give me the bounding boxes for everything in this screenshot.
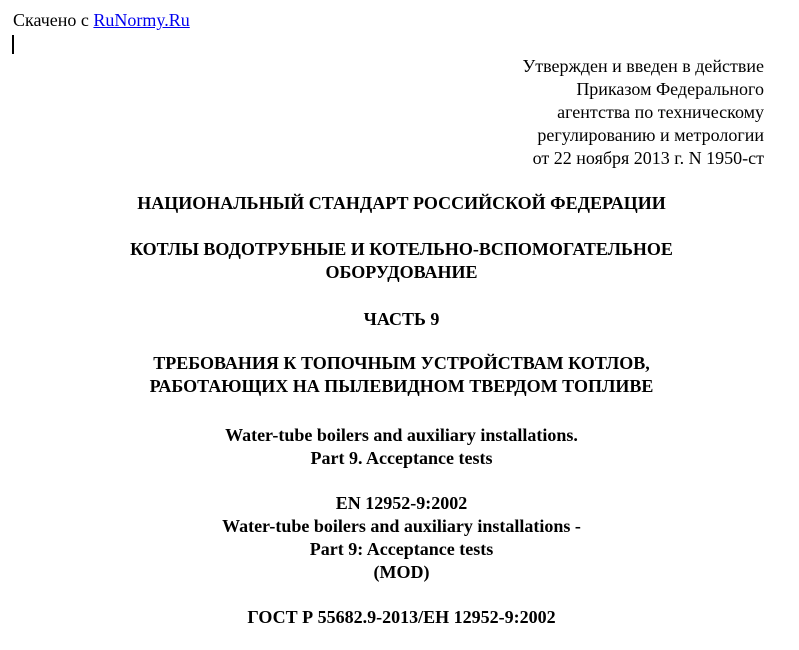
en-reference-line: (MOD) xyxy=(373,562,430,582)
approval-block xyxy=(522,55,764,170)
part-number: ЧАСТЬ 9 xyxy=(363,309,440,329)
source-link[interactable]: RuNormy.Ru xyxy=(93,10,190,30)
en-reference-block xyxy=(0,492,799,584)
english-title-line: Water-tube boilers and auxiliary installations. xyxy=(225,425,578,445)
approval-line: агентства по техническому xyxy=(557,102,764,122)
en-reference-line: Part 9: Acceptance tests xyxy=(309,539,494,559)
en-reference-line: EN 12952-9:2002 xyxy=(335,493,468,513)
source-prefix: Скачено с xyxy=(13,10,94,30)
subtitle-line: РАБОТАЮЩИХ НА ПЫЛЕВИДНОМ ТВЕРДОМ ТОПЛИВЕ xyxy=(149,376,654,396)
approval-line: Приказом Федерального xyxy=(576,79,764,99)
standard-name-heading xyxy=(0,238,799,284)
subtitle-heading xyxy=(0,352,799,398)
text-cursor xyxy=(12,35,14,54)
english-title xyxy=(0,424,799,470)
source-line xyxy=(13,9,190,31)
en-reference-line: Water-tube boilers and auxiliary installations - xyxy=(222,516,581,536)
standard-type-heading xyxy=(0,192,799,215)
standard-name-line: ОБОРУДОВАНИЕ xyxy=(325,262,478,282)
approval-line: от 22 ноября 2013 г. N 1950-ст xyxy=(532,148,764,168)
subtitle-line: ТРЕБОВАНИЯ К ТОПОЧНЫМ УСТРОЙСТВАМ КОТЛОВ, xyxy=(153,353,650,373)
approval-line: Утвержден и введен в действие xyxy=(522,56,764,76)
part-heading xyxy=(0,308,799,331)
standard-designation: ГОСТ Р 55682.9-2013/ЕН 12952-9:2002 xyxy=(247,607,556,627)
english-title-line: Part 9. Acceptance tests xyxy=(310,448,493,468)
approval-line: регулированию и метрологии xyxy=(537,125,764,145)
standard-name-line: КОТЛЫ ВОДОТРУБНЫЕ И КОТЕЛЬНО-ВСПОМОГАТЕЛЬНОЕ xyxy=(130,239,673,259)
standard-type: НАЦИОНАЛЬНЫЙ СТАНДАРТ РОССИЙСКОЙ ФЕДЕРАЦИИ xyxy=(137,193,666,213)
designation-heading xyxy=(0,606,799,629)
